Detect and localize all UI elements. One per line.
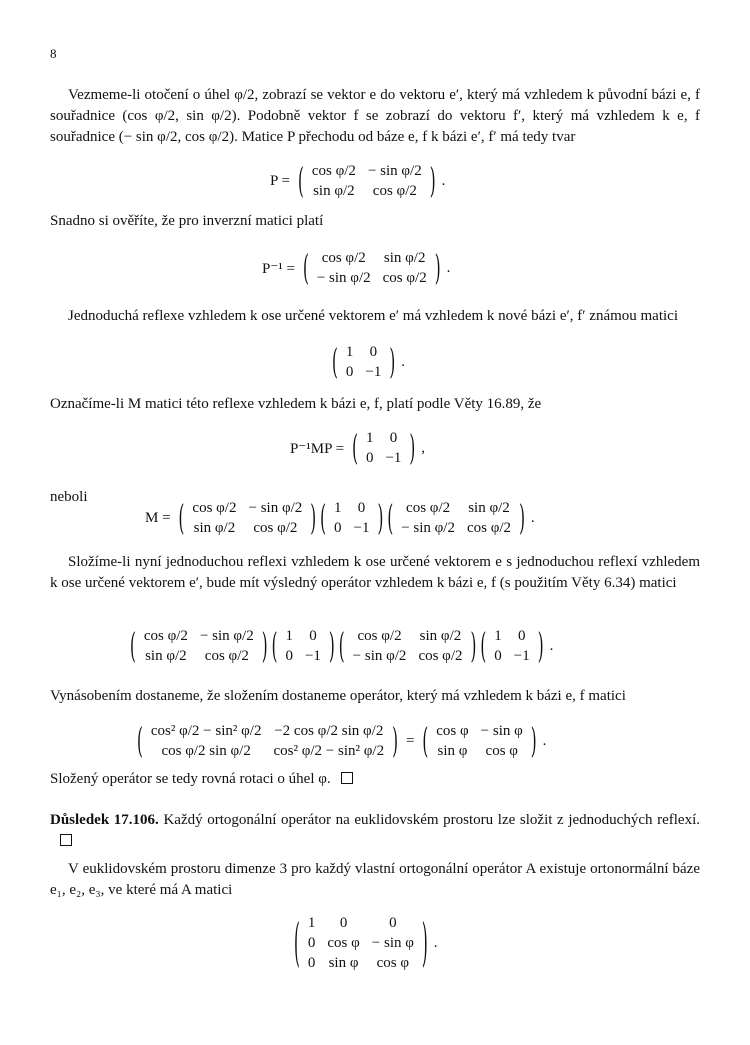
paragraph-conclusion bbox=[50, 769, 700, 790]
matrix-entry: 0 bbox=[334, 520, 342, 536]
matrix-entry: cos φ/2 bbox=[253, 520, 298, 536]
equation-label: P = bbox=[270, 172, 290, 189]
matrix bbox=[422, 721, 536, 761]
right-paren: ) bbox=[421, 912, 428, 974]
corollary-text: Každý ortogonální operátor na euklidovském prostoru lze složit z jednoduchých reflexí. bbox=[163, 812, 700, 828]
matrix bbox=[352, 428, 415, 468]
matrix-entry: sin φ/2 bbox=[313, 183, 355, 199]
matrix bbox=[130, 626, 268, 666]
equation-punctuation: . bbox=[542, 732, 547, 749]
matrix-entry: cos φ/2 bbox=[321, 250, 366, 266]
matrix bbox=[179, 498, 317, 538]
matrix bbox=[387, 498, 525, 538]
left-paren: ( bbox=[320, 497, 326, 539]
right-paren: ) bbox=[389, 341, 396, 383]
equation-result bbox=[135, 721, 546, 761]
paragraph-inverse: Snadno si ověříte, že pro inverzní matici platí bbox=[50, 213, 324, 229]
equation-label: P⁻¹ = bbox=[262, 260, 295, 277]
matrix-entry: sin φ/2 bbox=[383, 250, 426, 266]
matrix-entry: 0 bbox=[285, 648, 293, 664]
qed-square-icon bbox=[60, 834, 72, 846]
matrix-entry: cos φ/2 bbox=[466, 520, 512, 536]
matrix-entry: sin φ/2 bbox=[145, 648, 187, 664]
matrix-entry: cos² φ/2 − sin² φ/2 bbox=[273, 743, 385, 759]
matrix-entry: 1 bbox=[334, 500, 342, 516]
equation-punctuation: . bbox=[446, 259, 451, 276]
matrix-entry: −1 bbox=[304, 648, 321, 664]
left-paren: ( bbox=[178, 497, 185, 539]
matrix-entry: cos φ bbox=[485, 743, 518, 759]
matrix-entry: sin φ/2 bbox=[468, 500, 510, 516]
right-paren: ) bbox=[537, 625, 544, 667]
conclusion-text: Složený operátor se tedy rovná rotaci o úhel φ. bbox=[50, 771, 331, 787]
paragraph-rotation: Vezmeme-li otočení o úhel φ/2, zobrazí se vektor e do vektoru e′, který má vzhledem k původní bázi e, f souřadnice (cos φ/2, sin φ/2). Podobně vektor f se zobrazí do vektoru f′, který má vzhledem k e, f souřadnice (− sin φ/2, cos φ/2). Matice P přechodu od báze e, f k bázi e′, f′ má tedy tvar bbox=[50, 87, 700, 145]
equation-punctuation: . bbox=[433, 934, 438, 951]
matrix-entry: cos φ/2 bbox=[204, 648, 249, 664]
equation-punctuation: . bbox=[549, 637, 554, 654]
matrix-entry: − sin φ bbox=[480, 723, 523, 739]
matrix-entry: 0 bbox=[307, 935, 316, 951]
equation-punctuation: . bbox=[530, 509, 535, 526]
left-paren: ( bbox=[302, 247, 309, 289]
matrix-entry: sin φ/2 bbox=[419, 628, 462, 644]
matrix-entry: cos φ/2 bbox=[382, 270, 427, 286]
corollary bbox=[50, 810, 700, 852]
matrix-entry: cos² φ/2 − sin² φ/2 bbox=[150, 723, 262, 739]
equals-sign: = bbox=[405, 732, 415, 749]
matrix-entry: − sin φ/2 bbox=[401, 520, 455, 536]
matrix-entry: −1 bbox=[385, 450, 402, 466]
left-paren: ( bbox=[338, 625, 345, 667]
equation-punctuation: . bbox=[401, 353, 405, 370]
matrix bbox=[332, 342, 395, 382]
matrix-entry: cos φ/2 bbox=[418, 648, 463, 664]
corollary-heading: Důsledek 17.106. bbox=[50, 812, 159, 828]
matrix-entry: 1 bbox=[365, 430, 374, 446]
equation-label: M = bbox=[145, 509, 171, 526]
right-paren: ) bbox=[409, 427, 416, 469]
matrix-entry: sin φ/2 bbox=[193, 520, 236, 536]
right-paren: ) bbox=[429, 160, 436, 202]
matrix-entry: cos φ/2 bbox=[357, 628, 402, 644]
matrix bbox=[294, 913, 428, 973]
matrix-entry: 0 bbox=[309, 628, 317, 644]
matrix-entry: sin φ bbox=[437, 743, 468, 759]
matrix-entry: 1 bbox=[285, 628, 293, 644]
matrix-entry: cos φ/2 bbox=[311, 163, 356, 179]
matrix-entry: 0 bbox=[357, 500, 366, 516]
left-paren: ( bbox=[480, 625, 487, 667]
matrix-entry: −2 cos φ/2 sin φ/2 bbox=[274, 723, 384, 739]
matrix-entry: 1 bbox=[307, 915, 316, 931]
right-paren: ) bbox=[261, 625, 268, 667]
matrix bbox=[298, 161, 436, 201]
right-paren: ) bbox=[328, 625, 335, 667]
matrix-entry: cos φ/2 bbox=[143, 628, 188, 644]
left-paren: ( bbox=[422, 720, 429, 762]
equation-3d-rotation bbox=[292, 913, 438, 973]
right-paren: ) bbox=[310, 497, 317, 539]
right-paren: ) bbox=[434, 247, 441, 289]
matrix-entry: 0 bbox=[339, 915, 348, 931]
matrix-entry: −1 bbox=[365, 364, 382, 380]
right-paren: ) bbox=[530, 720, 537, 762]
right-paren: ) bbox=[392, 720, 398, 762]
matrix-entry: −1 bbox=[513, 648, 530, 664]
paragraph-multiplication: Vynásobením dostaneme, že složením dostaneme operátor, který má vzhledem k bázi e, f matici bbox=[50, 688, 626, 704]
matrix bbox=[339, 626, 477, 666]
matrix-entry: cos φ bbox=[436, 723, 469, 739]
matrix-entry: − sin φ/2 bbox=[248, 500, 303, 516]
matrix-entry: cos φ/2 bbox=[192, 500, 237, 516]
matrix-entry: − sin φ/2 bbox=[199, 628, 254, 644]
matrix-entry: −1 bbox=[353, 520, 370, 536]
left-paren: ( bbox=[387, 497, 394, 539]
matrix-entry: sin φ bbox=[328, 955, 359, 971]
matrix-entry: cos φ/2 bbox=[372, 183, 417, 199]
matrix bbox=[480, 626, 543, 666]
equation-P-inverse bbox=[262, 248, 450, 288]
equation-PMP bbox=[290, 428, 425, 468]
matrix-entry: 0 bbox=[494, 648, 502, 664]
matrix-entry: cos φ bbox=[376, 955, 410, 971]
matrix-entry: 0 bbox=[517, 628, 526, 644]
equation-P bbox=[270, 161, 445, 201]
matrix-entry: 0 bbox=[389, 430, 398, 446]
matrix-entry: cos φ/2 sin φ/2 bbox=[161, 743, 251, 759]
matrix-entry: 0 bbox=[307, 955, 316, 971]
right-paren: ) bbox=[470, 625, 477, 667]
paragraph-composition: Složíme-li nyní jednoduchou reflexi vzhledem k ose určené vektorem e s jednoduchou reflexí vzhledem k ose určené vektorem e′, bude mít výsledný operátor vzhledem k bázi e, f (s použitím Věty 6.34) matici bbox=[50, 554, 700, 591]
matrix-entry: 1 bbox=[345, 344, 354, 360]
matrix-entry: 1 bbox=[494, 628, 502, 644]
paragraph-reflection: Jednoduchá reflexe vzhledem k ose určené vektorem e′ má vzhledem k nové bázi e′, f′ známou matici bbox=[68, 308, 679, 324]
equation-punctuation: . bbox=[441, 172, 446, 189]
left-paren: ( bbox=[298, 160, 304, 202]
equation-label: P⁻¹MP = bbox=[290, 440, 345, 457]
left-paren: ( bbox=[137, 720, 143, 762]
matrix-entry: − sin φ/2 bbox=[367, 163, 422, 179]
matrix bbox=[320, 498, 383, 538]
matrix bbox=[303, 248, 441, 288]
equation-product bbox=[128, 626, 553, 666]
matrix-entry: 0 bbox=[365, 450, 374, 466]
left-paren: ( bbox=[294, 912, 300, 974]
matrix-entry: 0 bbox=[345, 364, 354, 380]
matrix bbox=[272, 626, 335, 666]
page-number: 8 bbox=[50, 46, 57, 61]
matrix-entry: − sin φ/2 bbox=[352, 648, 407, 664]
left-paren: ( bbox=[271, 625, 278, 667]
paragraph-neboli: neboli bbox=[50, 489, 88, 505]
matrix-entry: − sin φ/2 bbox=[316, 270, 371, 286]
matrix-entry: cos φ bbox=[327, 935, 360, 951]
equation-punctuation: , bbox=[421, 439, 426, 456]
left-paren: ( bbox=[130, 625, 136, 667]
matrix-entry: 0 bbox=[369, 344, 378, 360]
matrix-entry: cos φ/2 bbox=[406, 500, 451, 516]
qed-square-icon bbox=[341, 772, 353, 784]
matrix-entry: 0 bbox=[389, 915, 397, 931]
equation-M bbox=[145, 498, 535, 538]
equation-reflection-matrix bbox=[330, 342, 405, 382]
right-paren: ) bbox=[519, 497, 525, 539]
paragraph-dimension-3: V euklidovském prostoru dimenze 3 pro každý vlastní ortogonální operátor A existuje ortonormální báze e₁, e₂, e₃, ve které má A matici bbox=[50, 861, 700, 898]
left-paren: ( bbox=[332, 341, 338, 383]
paragraph-M: Označíme-li M matici této reflexe vzhledem k bázi e, f, platí podle Věty 16.89, že bbox=[50, 396, 542, 412]
matrix-entry: − sin φ bbox=[371, 935, 414, 951]
matrix bbox=[137, 721, 398, 761]
left-paren: ( bbox=[352, 427, 358, 469]
right-paren: ) bbox=[377, 497, 384, 539]
